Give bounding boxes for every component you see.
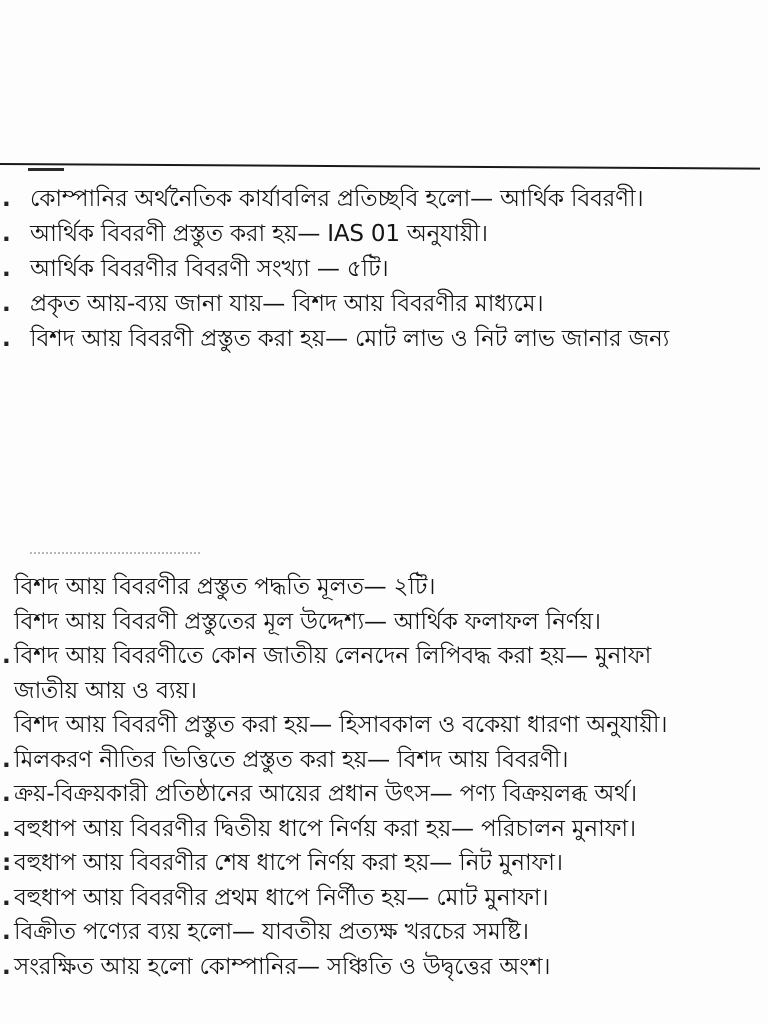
fact-line: [0, 708, 768, 743]
fact-text: সংরক্ষিত আয় হলো কোম্পানির— সঞ্চিতি ও উদ্বৃত্তের অংশ।: [14, 953, 551, 980]
fact-text: মিলকরণ নীতির ভিত্তিতে প্রস্তুত করা হয়— বিশদ আয় বিবরণী।: [14, 746, 569, 773]
fact-line: [0, 287, 768, 322]
heading-remnant: [28, 168, 64, 171]
fact-line: [0, 322, 768, 357]
bullet-mark: .: [2, 781, 11, 807]
fact-line: [0, 743, 768, 778]
bullet-mark: .: [2, 919, 11, 945]
top-fact-list: [0, 182, 768, 357]
fact-text: কোম্পানির অর্থনৈতিক কার্যাবলির প্রতিচ্ছবি হলো— আর্থিক বিবরণী।: [30, 186, 644, 212]
fact-line: [0, 605, 768, 640]
fact-text: বিশদ আয় বিবরণীর প্রস্তুত পদ্ধতি মূলত— ২টি।: [14, 574, 436, 600]
fact-line: [0, 881, 768, 916]
fact-line: [0, 182, 768, 217]
fact-text: প্রকৃত আয়-ব্যয় জানা যায়— বিশদ আয় বিবরণীর মাধ্যমে।: [30, 291, 544, 317]
fact-text: বিশদ আয় বিবরণী প্রস্তুতের মূল উদ্দেশ্য— আর্থিক ফলাফল নির্ণয়।: [14, 608, 601, 635]
bullet-mark: :: [2, 850, 11, 876]
fact-line: [0, 252, 768, 287]
bullet-mark: .: [2, 953, 11, 980]
bullet-mark: .: [2, 291, 11, 317]
fact-text: বিক্রীত পণ্যের ব্যয় হলো— যাবতীয় প্রত্যক্ষ খরচের সমষ্টি।: [14, 919, 529, 945]
fact-line-continuation: [0, 674, 768, 709]
fact-text: ক্রয়-বিক্রয়কারী প্রতিষ্ঠানের আয়ের প্রধান উৎস— পণ্য বিক্রয়লব্ধ অর্থ।: [14, 781, 637, 807]
fact-line: [0, 846, 768, 881]
fact-text: বিশদ আয় বিবরণী প্রস্তুত করা হয়— মোট লাভ ও নিট লাভ জানার জন্য: [30, 326, 670, 352]
top-rule-line: [0, 163, 760, 170]
fact-text: বহুধাপ আয় বিবরণীর দ্বিতীয় ধাপে নির্ণয় করা হয়— পরিচালন মুনাফা।: [14, 815, 636, 842]
fact-text: বহুধাপ আয় বিবরণীর প্রথম ধাপে নির্ণীত হয়— মোট মুনাফা।: [14, 884, 549, 911]
fact-text: বহুধাপ আয় বিবরণীর শেষ ধাপে নির্ণয় করা হয়— নিট মুনাফা।: [14, 850, 563, 876]
fact-line: [0, 777, 768, 812]
fact-line: [0, 217, 768, 252]
fact-text: আর্থিক বিবরণী প্রস্তুত করা হয়— IAS 01 অনুযায়ী।: [30, 221, 488, 247]
fact-text: জাতীয় আয় ও ব্যয়।: [14, 677, 197, 704]
fact-text: বিশদ আয় বিবরণী প্রস্তুত করা হয়— হিসাবকাল ও বকেয়া ধারণা অনুযায়ী।: [14, 712, 668, 738]
bullet-mark: .: [2, 186, 11, 212]
fact-line: [0, 570, 768, 605]
bullet-mark: .: [2, 326, 11, 352]
bottom-fact-list: [0, 570, 768, 984]
fact-text: বিশদ আয় বিবরণীতে কোন জাতীয় লেনদেন লিপিবদ্ধ করা হয়— মুনাফা: [14, 643, 652, 669]
bullet-mark: .: [2, 884, 11, 911]
bullet-mark: .: [2, 815, 11, 842]
fact-line: [0, 950, 768, 985]
fact-line: [0, 812, 768, 847]
bullet-mark: .: [2, 746, 11, 773]
bullet-mark: .: [2, 256, 11, 282]
fact-line: [0, 639, 768, 674]
faint-dotted-mark: [30, 552, 200, 560]
fact-text: আর্থিক বিবরণীর বিবরণী সংখ্যা — ৫টি।: [30, 256, 389, 282]
bullet-mark: .: [2, 221, 11, 247]
fact-line: [0, 915, 768, 950]
bullet-mark: .: [2, 643, 11, 669]
